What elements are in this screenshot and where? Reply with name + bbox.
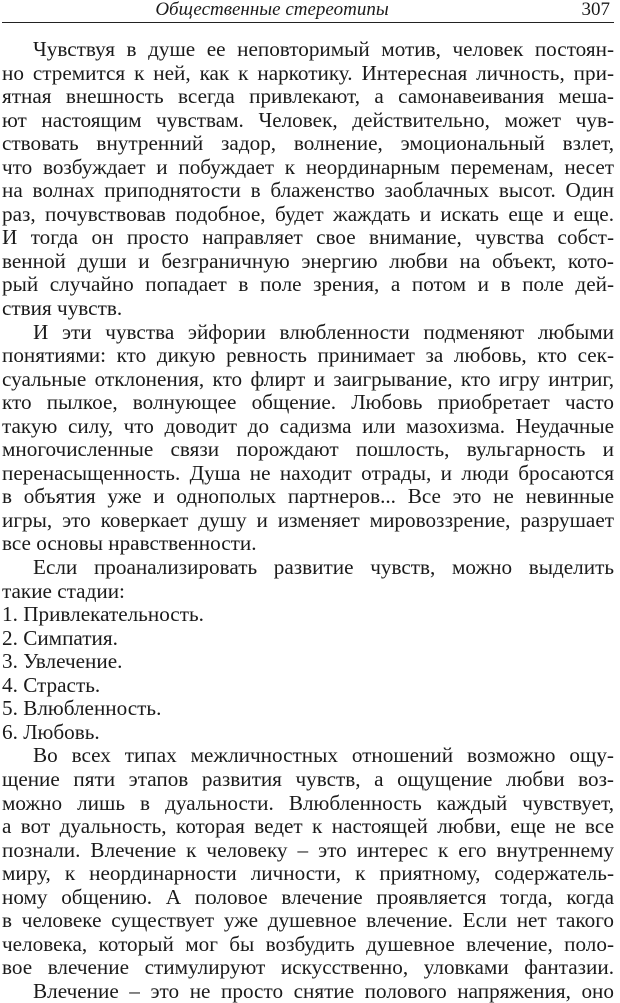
text-line: понятиями: кто дикую ревность принимает за любовь, кто сек- — [2, 343, 614, 368]
text-line: миру, к неординарности личности, к приятному, содержатель- — [2, 861, 614, 886]
text-line: но стремится к ней, как к наркотику. Интересная личность, при- — [2, 60, 614, 85]
text-line: 4. Страсть. — [2, 672, 101, 697]
text-line: в объятия уже и однополых партнеров... Все это не невинные — [2, 484, 614, 509]
text-line: кто пылкое, волнующее общение. Любовь приобретает часто — [2, 390, 614, 415]
text-line: раз, почувствовав подобное, будет жаждать и искать еще и еще. — [2, 201, 614, 226]
text-line: такую силу, что доводит до садизма или мазохизма. Неудачные — [2, 413, 614, 438]
text-line: Во всех типах межличностных отношений возможно ощу- — [33, 743, 614, 768]
text-line: 3. Увлечение. — [2, 649, 123, 674]
text-line: такие стадии: — [2, 578, 125, 603]
text-line: 2. Симпатия. — [2, 625, 118, 650]
text-line: игры, это коверкает душу и изменяет мировоззрение, разрушает — [2, 507, 614, 532]
text-line: 6. Любовь. — [2, 719, 100, 744]
text-line: 1. Привлекательность. — [2, 602, 204, 627]
body-text — [2, 38, 614, 1003]
text-line: 5. Влюбленность. — [2, 696, 162, 721]
text-line: Чувствуя в душе ее неповторимый мотив, человек постоян- — [33, 37, 614, 61]
text-line: перенасыщенность. Душа не находит отрады, и люди бросаются — [2, 460, 614, 485]
text-line: Влечение – это не просто снятие полового напряжения, оно — [33, 978, 614, 1003]
text-line: ятная внешность всегда привлекают, а самонавеивания меша- — [2, 84, 614, 109]
text-line: на волнах приподнятости в блаженство заоблачных высот. Один — [2, 178, 614, 203]
text-line: познали. Влечение к человеку – это интерес к его внутреннему — [2, 837, 614, 862]
text-line: ствия чувств. — [2, 296, 123, 321]
text-line: рый случайно попадает в поле зрения, а потом и в поле дей- — [2, 272, 614, 297]
text-line: щение пяти этапов развития чувств, а ощущение любви воз- — [2, 766, 614, 791]
text-line: можно лишь в дуальности. Влюбленность каждый чувствует, — [2, 790, 614, 815]
text-line: суальные отклонения, кто флирт и заигрывание, кто игру интриг, — [2, 366, 614, 391]
running-title: Общественные стереотипы — [155, 0, 389, 20]
text-line: Если проанализировать развитие чувств, можно выделить — [33, 555, 614, 580]
text-line: в человеке существует уже душевное влечение. Если нет такого — [2, 908, 614, 933]
text-line: многочисленные связи порождают пошлость, вульгарность и — [2, 437, 614, 462]
text-line: а вот дуальность, которая ведет к настоящей любви, еще не все — [2, 814, 614, 839]
text-line: венной души и безграничную энергию любви на объект, кото- — [2, 248, 614, 273]
text-line: И тогда он просто направляет свое внимание, чувства собст- — [2, 225, 614, 250]
text-line: И эти чувства эйфории влюбленности подменяют любыми — [33, 319, 614, 344]
text-line: ному общению. А половое влечение проявляется тогда, когда — [2, 884, 614, 909]
running-header — [2, 0, 614, 23]
page-number: 307 — [581, 0, 610, 20]
text-line: ют настоящим чувствам. Человек, действительно, может чув- — [2, 107, 614, 132]
text-line: что возбуждает и побуждает к неординарным переменам, несет — [2, 154, 614, 179]
text-line: все основы нравственности. — [2, 531, 257, 556]
text-line: вое влечение стимулируют искусственно, уловками фантазии. — [2, 955, 614, 980]
text-line: ствовать внутренний задор, волнение, эмоциональный взлет, — [2, 131, 614, 156]
text-line: человека, который мог бы возбудить душевное влечение, поло- — [2, 931, 614, 956]
